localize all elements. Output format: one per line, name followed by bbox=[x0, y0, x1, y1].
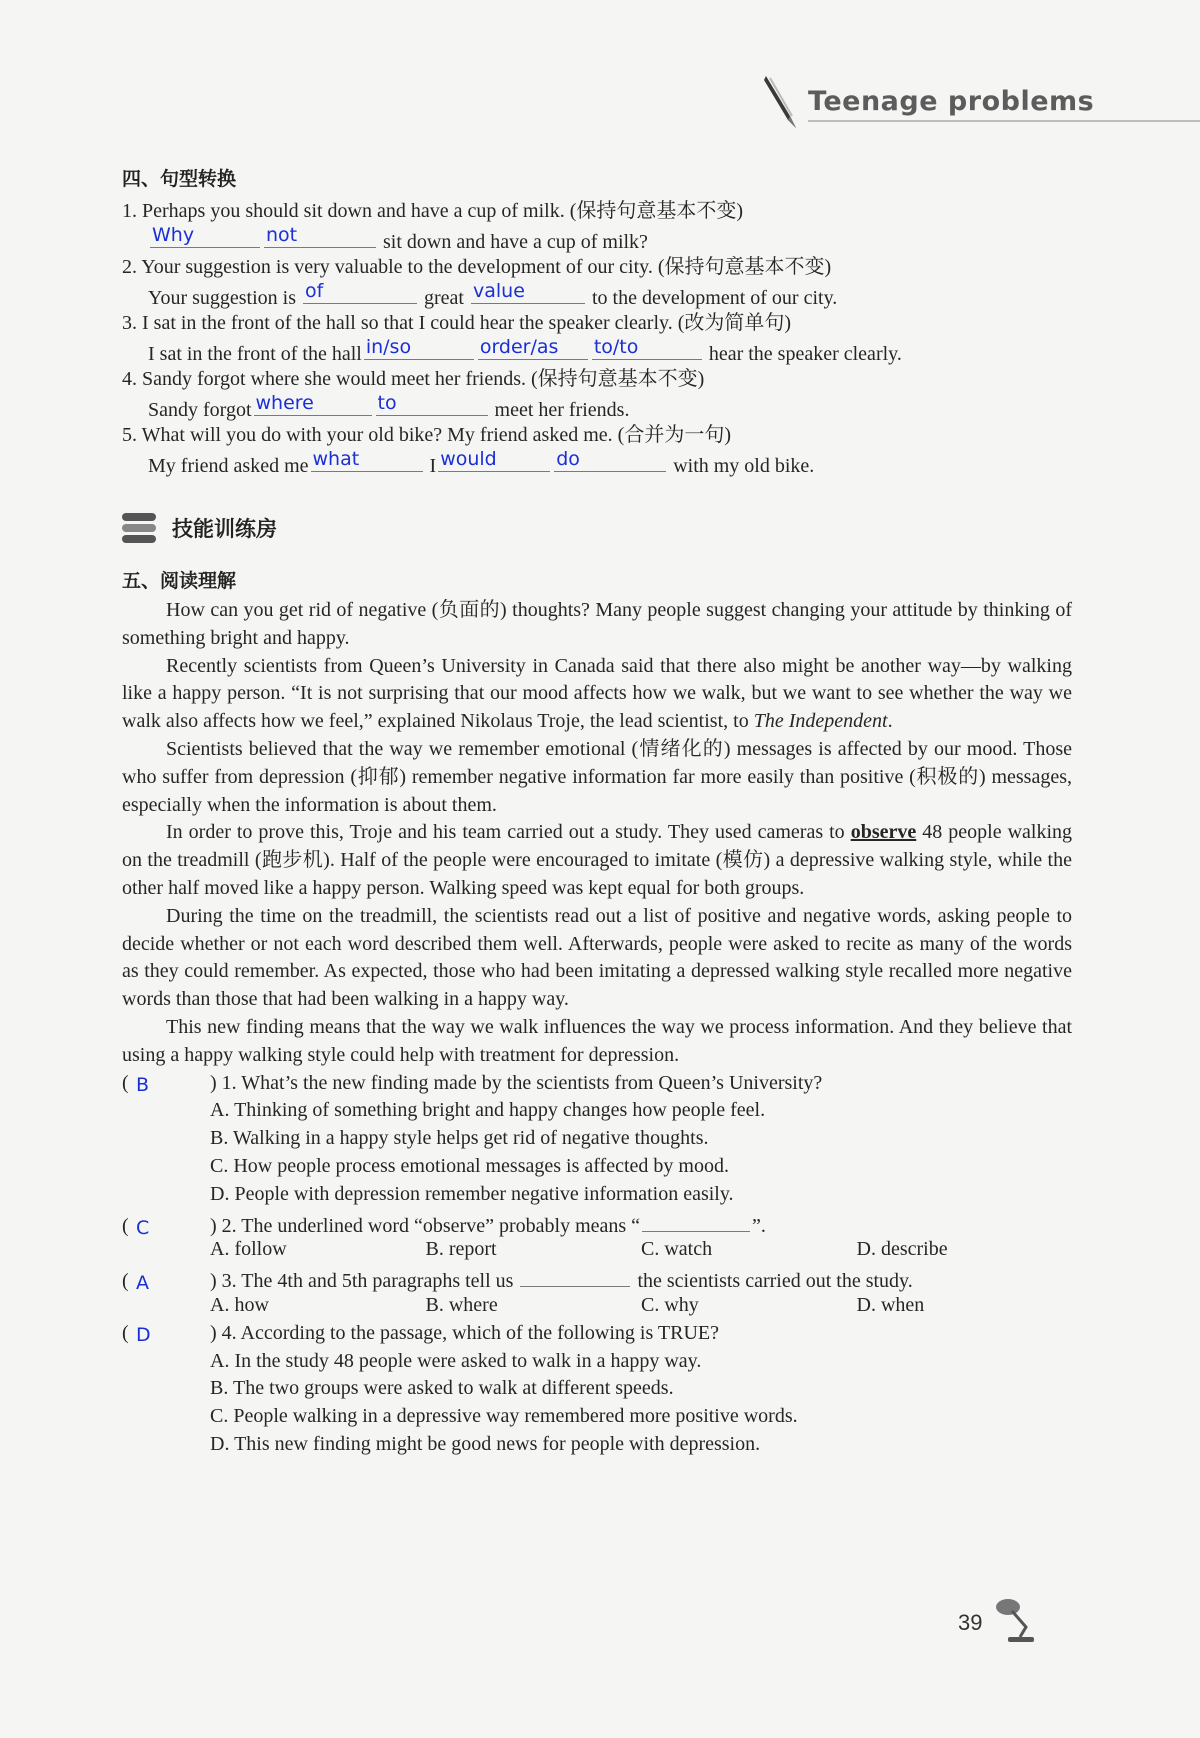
answer-blank[interactable] bbox=[471, 281, 585, 304]
answer-text: not bbox=[266, 224, 298, 246]
question-text: ) 3. The 4th and 5th paragraphs tell us bbox=[210, 1270, 514, 1293]
answer-parenthesis[interactable]: ( A bbox=[122, 1268, 210, 1296]
answer-blank[interactable] bbox=[303, 281, 417, 304]
answer-blank[interactable] bbox=[438, 449, 550, 472]
option: A. how bbox=[210, 1293, 269, 1316]
choice-answer: C bbox=[136, 1216, 150, 1239]
page-header bbox=[760, 72, 1200, 132]
source-title: The Independent bbox=[753, 710, 888, 733]
exercise-1-tail: sit down and have a cup of milk? bbox=[383, 231, 648, 253]
exercise-2-lead: Your suggestion is bbox=[148, 287, 296, 309]
answer-blank[interactable] bbox=[478, 337, 588, 360]
choice-answer: B bbox=[136, 1073, 150, 1096]
answer-blank[interactable] bbox=[376, 393, 488, 416]
answer-blank[interactable] bbox=[254, 393, 372, 416]
page-number: 39 bbox=[958, 1610, 983, 1635]
exercise-5-question: 5. What will you do with your old bike? My friend asked me. (合并为一句) bbox=[122, 424, 731, 446]
question-blank[interactable] bbox=[520, 1264, 630, 1287]
answer-text: value bbox=[472, 280, 525, 302]
choice-answer: D bbox=[136, 1323, 151, 1346]
exercise-4-lead: Sandy forgot bbox=[148, 399, 252, 421]
answer-text: of bbox=[305, 280, 324, 302]
exercise-5-mid: I bbox=[429, 455, 437, 477]
passage-paragraph: Scientists believed that the way we remember emotional (情绪化的) messages is affected by our mood. Those who suffer from depression (抑郁) remember negative information far more easily than positive (积极的) messages, especially when the information is about them. bbox=[122, 737, 1072, 816]
option: C. why bbox=[641, 1293, 699, 1316]
question-text: ) 1. What’s the new finding made by the scientists from Queen’s University? bbox=[210, 1071, 823, 1094]
answer-text: do bbox=[556, 448, 580, 470]
passage-text: In order to prove this, Troje and his team carried out a study. They used cameras to bbox=[166, 821, 845, 844]
answer-text: order/as bbox=[479, 336, 559, 358]
answer-blank[interactable] bbox=[264, 225, 376, 248]
section5-title: 五、阅读理解 bbox=[122, 570, 237, 592]
options-row bbox=[122, 1292, 1072, 1320]
options-row bbox=[122, 1236, 1072, 1264]
answer-text: Why bbox=[152, 224, 195, 246]
exercise-2-mid: great bbox=[424, 287, 464, 309]
exercise-1-question: 1. Perhaps you should sit down and have a cup of milk. (保持句意基本不变) bbox=[122, 200, 744, 222]
answer-parenthesis[interactable]: ( D bbox=[122, 1320, 210, 1348]
choice-answer: A bbox=[136, 1272, 149, 1295]
option: B. The two groups were asked to walk at different speeds. bbox=[210, 1377, 674, 1400]
option: C. watch bbox=[641, 1238, 713, 1261]
skills-heading bbox=[120, 507, 1072, 549]
question-text: ) 2. The underlined word “observe” probably means “ bbox=[210, 1214, 641, 1237]
exercise-4-answer-line bbox=[122, 393, 1072, 421]
exercise-3-question: 3. I sat in the front of the hall so that I could hear the speaker clearly. (改为简单句) bbox=[122, 312, 792, 334]
header-title: Teenage problems bbox=[808, 86, 1095, 117]
exercise-5-tail: with my old bike. bbox=[673, 455, 815, 477]
answer-blank[interactable] bbox=[311, 449, 423, 472]
exercise-4-tail: meet her friends. bbox=[494, 399, 630, 421]
passage-paragraph: Recently scientists from Queen’s University in Canada said that there also might be another way—by walking like a happy person. “It is not surprising that our mood affects how we walk, but we want to see whether the way we walk also affects how we feel,” explained Nikolaus Troje, the lead scientist, to The Independent. bbox=[122, 654, 1072, 733]
answer-blank[interactable] bbox=[150, 225, 260, 248]
main-content bbox=[122, 165, 1072, 1459]
header-rule bbox=[808, 120, 1200, 122]
option: B. Walking in a happy style helps get rid of negative thoughts. bbox=[210, 1127, 709, 1150]
question-text: ) 4. According to the passage, which of the following is TRUE? bbox=[210, 1321, 719, 1344]
skills-title: 技能训练房 bbox=[172, 517, 277, 541]
passage-paragraph bbox=[122, 819, 1072, 902]
desk-lamp-icon bbox=[990, 1595, 1040, 1645]
exercise-5-answer-line bbox=[122, 449, 1072, 477]
option: A. Thinking of something bright and happy changes how people feel. bbox=[210, 1099, 766, 1122]
answer-parenthesis[interactable]: ( B bbox=[122, 1070, 210, 1098]
option: D. when bbox=[856, 1293, 925, 1316]
option: A. follow bbox=[210, 1238, 287, 1261]
question-2 bbox=[122, 1209, 1072, 1237]
answer-text: would bbox=[440, 448, 497, 470]
stacked-books-icon bbox=[120, 509, 158, 547]
question-3 bbox=[122, 1264, 1072, 1295]
answer-blank[interactable] bbox=[554, 449, 666, 472]
question-text-end: the scientists carried out the study. bbox=[637, 1270, 913, 1293]
question-4 bbox=[122, 1320, 1072, 1348]
option: C. People walking in a depressive way remembered more positive words. bbox=[210, 1405, 798, 1428]
exercise-2-answer-line bbox=[122, 281, 1072, 309]
exercise-1-answer-line bbox=[122, 225, 1072, 253]
answer-blank[interactable] bbox=[364, 337, 474, 360]
passage-text: Recently scientists from Queen’s University in Canada said that there also might be another way—by walking like a happy person. “It is not surprising that our mood affects how we walk, but we want to see whether the way we walk also affects how we feel,” explained Nikolaus Troje, the lead scientist, to bbox=[122, 654, 1072, 733]
underlined-word: observe bbox=[850, 821, 917, 844]
answer-blank[interactable] bbox=[592, 337, 702, 360]
exercise-3-tail: hear the speaker clearly. bbox=[708, 343, 902, 365]
question-text-end: ”. bbox=[752, 1214, 766, 1237]
option: C. How people process emotional messages is affected by mood. bbox=[210, 1154, 729, 1177]
answer-text: what bbox=[312, 448, 360, 470]
exercise-3-answer-line bbox=[122, 337, 1072, 365]
section4-title: 四、句型转换 bbox=[122, 168, 237, 190]
option: A. In the study 48 people were asked to walk in a happy way. bbox=[210, 1349, 702, 1372]
exercise-2-question: 2. Your suggestion is very valuable to the development of our city. (保持句意基本不变) bbox=[122, 256, 832, 278]
option: D. This new finding might be good news for people with depression. bbox=[210, 1432, 761, 1455]
answer-parenthesis[interactable]: ( C bbox=[122, 1213, 210, 1241]
question-blank[interactable] bbox=[642, 1209, 750, 1232]
exercise-4-question: 4. Sandy forgot where she would meet her friends. (保持句意基本不变) bbox=[122, 368, 705, 390]
option: B. report bbox=[425, 1238, 497, 1261]
option: D. People with depression remember negative information easily. bbox=[210, 1182, 734, 1205]
option: B. where bbox=[425, 1293, 498, 1316]
passage-paragraph: How can you get rid of negative (负面的) thoughts? Many people suggest changing your attitude by thinking of something bright and happy. bbox=[122, 599, 1072, 649]
option: D. describe bbox=[856, 1238, 948, 1261]
answer-text: to bbox=[377, 392, 397, 414]
answer-text: in/so bbox=[365, 336, 412, 358]
exercise-3-lead: I sat in the front of the hall bbox=[148, 343, 362, 365]
passage-text: 48 bbox=[916, 821, 943, 844]
exercise-5-lead: My friend asked me bbox=[148, 455, 309, 477]
passage-paragraph: During the time on the treadmill, the scientists read out a list of positive and negative words, asking people to decide whether or not each word described them well. Afterwards, people were asked to recite as many of the words as they could remember. As expected, those who had been imitating a depressed walking style recalled more negative words than those that had been walking in a happy way. bbox=[122, 904, 1072, 1011]
answer-text: where bbox=[255, 392, 314, 414]
passage-text: people walking on the treadmill (跑步机). Half of the people were encouraged to imitate (模仿) a depressive walking style, while the other half moved like a happy person. Walking speed was kept equal for both groups. bbox=[122, 821, 1073, 899]
question-1 bbox=[122, 1070, 1072, 1098]
passage-paragraph: This new finding means that the way we walk influences the way we process information. And they believe that using a happy walking style could help with treatment for depression. bbox=[122, 1015, 1072, 1066]
exercise-2-tail: to the development of our city. bbox=[591, 287, 838, 309]
answer-text: to/to bbox=[593, 336, 639, 358]
pen-icon bbox=[760, 72, 810, 132]
